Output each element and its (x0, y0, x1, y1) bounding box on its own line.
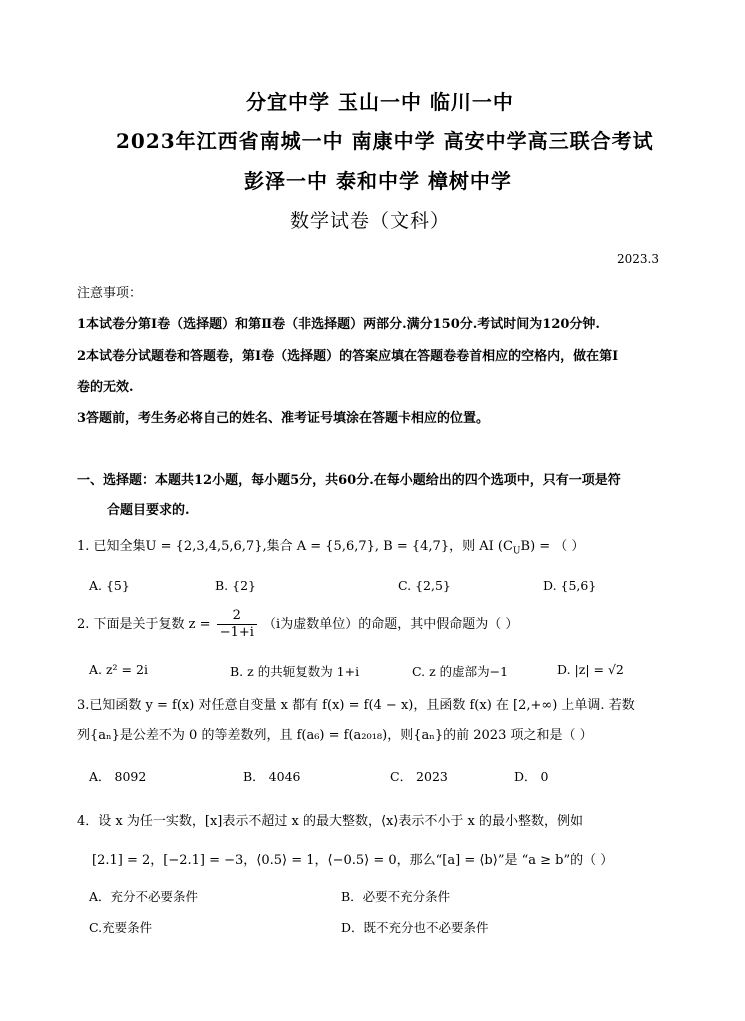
question-3-line-2: 列{aₙ}是公差不为 0 的等差数列，且 f(a₆) = f(a₂₀₁₈)，则{aₙ}的前 2023 项之和是（ ） (77, 728, 593, 743)
note-item-2: 2本试卷分试题卷和答题卷，第Ⅰ卷（选择题）的答案应填在答题卷卷首相应的空格内，做在第Ⅰ (77, 349, 619, 364)
question-2-fraction (217, 608, 257, 641)
question-4-option-d: D．既不充分也不必要条件 (341, 920, 489, 935)
notes-heading: 注意事项： (77, 286, 143, 301)
note-item-3: 3答题前，考生务必将自己的姓名、准考证号填涂在答题卡相应的位置。 (77, 411, 490, 426)
question-4-option-c: C.充要条件 (89, 920, 153, 935)
question-2-option-d: D. |z| = √2 (557, 662, 624, 677)
question-2-option-a: A. z² = 2i (89, 662, 148, 677)
question-3-option-c: C． 2023 (390, 769, 448, 784)
question-3-option-a: A． 8092 (89, 769, 147, 784)
question-2-option-b: B. z 的共轭复数为 1+i (230, 664, 360, 679)
school-line-1: 分宜中学 玉山一中 临川一中 (246, 90, 514, 114)
fraction-numerator: 2 (217, 608, 257, 625)
question-2-text: 2. 下面是关于复数 z = (77, 617, 211, 632)
question-3-option-b: B． 4046 (243, 769, 301, 784)
question-2-stem (77, 608, 518, 641)
section-heading-cont: 合题目要求的. (107, 503, 190, 518)
question-4-line-1: 4．设 x 为任一实数，[x]表示不超过 x 的最大整数，⟨x⟩表示不小于 x 的最小整数，例如 (77, 814, 584, 829)
question-2-option-c: C. z 的虚部为−1 (412, 664, 509, 679)
question-4-option-a: A．充分不必要条件 (89, 889, 199, 904)
question-1-option-c: C. {2,5} (398, 578, 451, 593)
question-1-option-d: D. {5,6} (543, 578, 597, 593)
question-4-option-b: B．必要不充分条件 (341, 889, 451, 904)
question-2-text-end: （i为虚数单位）的命题，其中假命题为（ ） (263, 617, 519, 632)
exam-title: 2023年江西省南城一中 南康中学 高安中学高三联合考试 (116, 129, 654, 153)
question-1-text-end: B) = （ ） (520, 539, 585, 554)
question-1-text: 1. 已知全集U = {2,3,4,5,6,7},集合 A = {5,6,7}, B = {4,7}，则 AI (C (77, 539, 513, 554)
fraction-denominator: −1+i (219, 625, 254, 640)
subject-title: 数学试卷（文科） (290, 210, 451, 232)
question-1-stem (77, 535, 584, 557)
question-1-option-b: B. {2} (215, 578, 256, 593)
section-heading: 一、选择题：本题共12小题，每小题5分，共60分.在每小题给出的四个选项中，只有一项是符 (77, 473, 621, 488)
question-1-option-a: A. {5} (89, 578, 130, 593)
question-1-subscript: U (512, 546, 521, 557)
note-item-2-cont: 卷的无效. (77, 380, 134, 395)
school-line-3: 彭泽一中 泰和中学 樟树中学 (244, 169, 512, 193)
question-3-option-d: D． 0 (514, 769, 549, 784)
note-item-1: 1本试卷分第Ⅰ卷（选择题）和第Ⅱ卷（非选择题）两部分.满分150分.考试时间为120分钟. (77, 317, 600, 332)
question-4-line-2: [2.1] = 2，[−2.1] = −3，⟨0.5⟩ = 1，⟨−0.5⟩ = 0，那么“[a] = ⟨b⟩”是 “a ≥ b”的（ ） (92, 853, 614, 868)
exam-date: 2023.3 (617, 252, 659, 266)
question-3-line-1: 3.已知函数 y = f(x) 对任意自变量 x 都有 f(x) = f(4 − x)，且函数 f(x) 在 [2,+∞) 上单调. 若数 (77, 698, 635, 713)
